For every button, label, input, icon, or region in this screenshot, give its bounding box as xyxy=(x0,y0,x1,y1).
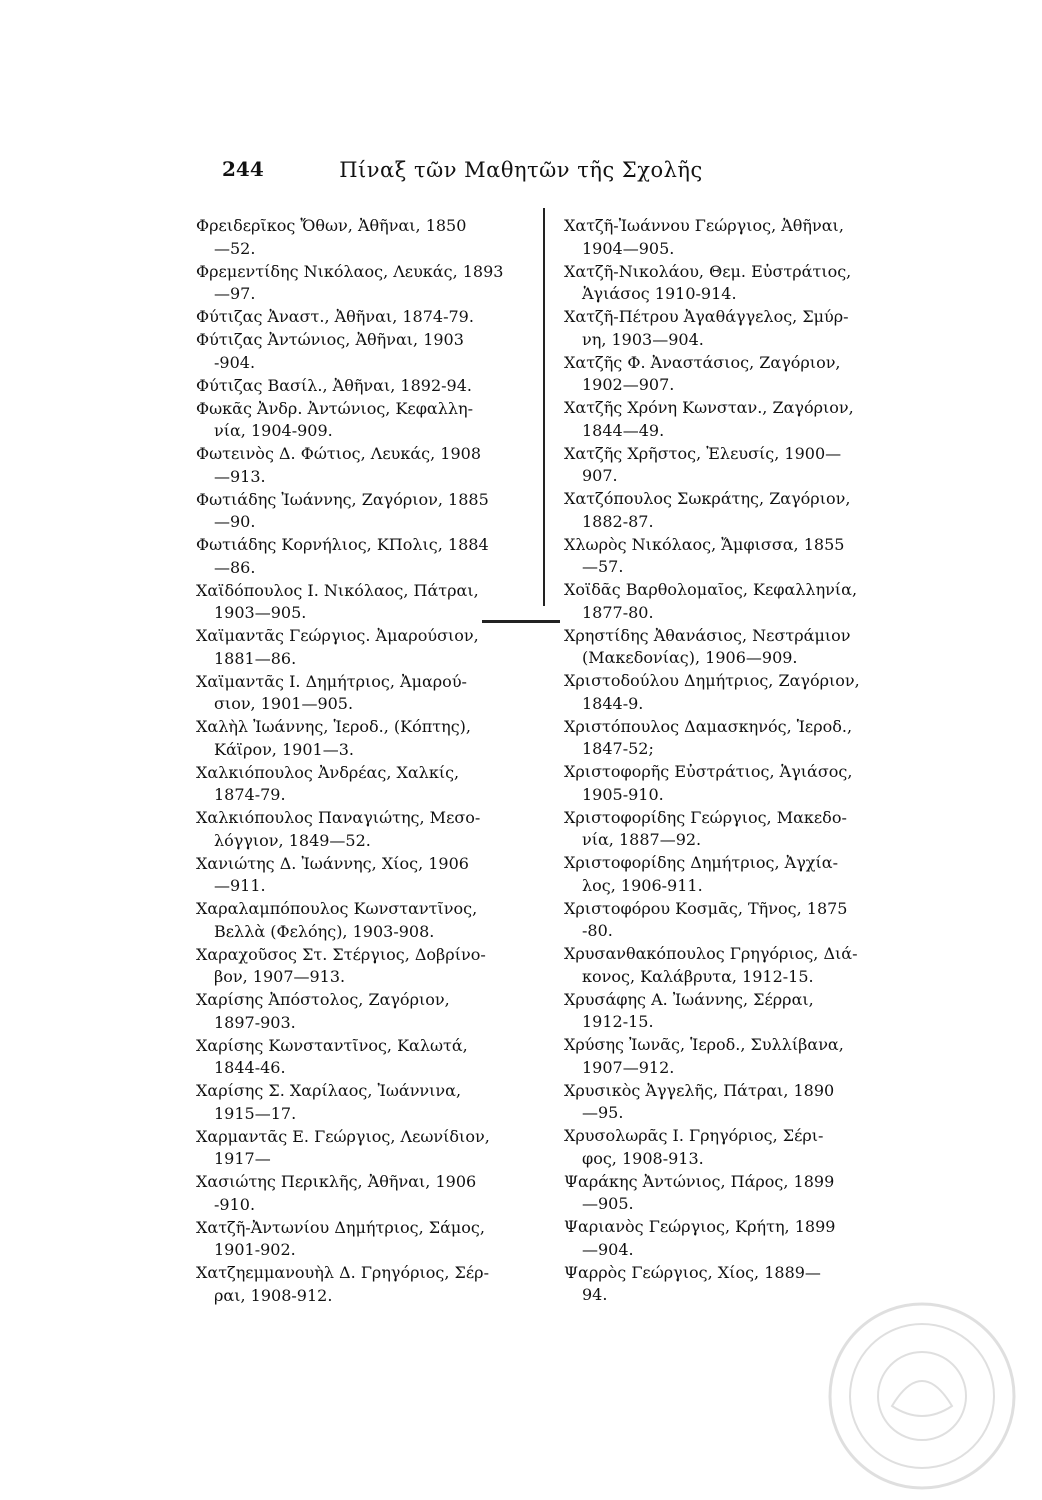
index-entry: Χριστοφορίδης Δημήτριος, Ἀγχία- λος, 1906-911. xyxy=(564,853,838,895)
index-entry: Χατζόπουλος Σωκράτης, Ζαγόριον, 1882-87. xyxy=(564,489,851,531)
index-entry: Χατζῆ-Ἰωάννου Γεώργιος, Ἀθῆναι, 1904—905. xyxy=(564,216,844,258)
running-head: Πίναξ τῶν Μαθητῶν τῆς Σχολῆς xyxy=(339,158,703,182)
index-entry: Χαλκιόπουλος Παναγιώτης, Μεσο- λόγγιον, 1849—52. xyxy=(196,808,481,850)
index-entry: Χαρίσης Ἀπόστολος, Ζαγόριον, 1897-903. xyxy=(196,990,450,1032)
right-column xyxy=(564,215,894,1307)
index-entry: Ψαράκης Ἀντώνιος, Πάρος, 1899 —905. xyxy=(564,1171,835,1213)
index-entry: Φωτεινὸς Δ. Φώτιος, Λευκάς, 1908 —913. xyxy=(196,444,481,486)
index-entry: Χαλκιόπουλος Ἀνδρέας, Χαλκίς, 1874-79. xyxy=(196,762,460,804)
index-entry: Φύτιζας Ἀναστ., Ἀθῆναι, 1874-79. xyxy=(196,307,474,326)
index-entry: Χαραχοῦσος Στ. Στέργιος, Δοβρίνο- βον, 1907—913. xyxy=(196,944,486,986)
column-divider xyxy=(543,208,545,606)
index-entry: Χασιώτης Περικλῆς, Ἀθῆναι, 1906 -910. xyxy=(196,1172,477,1214)
index-entry: Χαϊδόπουλος Ι. Νικόλαος, Πάτραι, 1903—905. xyxy=(196,580,479,622)
index-entry: Χαϊμαντᾶς Γεώργιος. Ἀμαρούσιον, 1881—86. xyxy=(196,626,479,668)
left-column xyxy=(196,215,526,1308)
page-number: 244 xyxy=(222,157,264,181)
index-entry: Χρυσανθακόπουλος Γρηγόριος, Διά- κονος, Καλάβρυτα, 1912-15. xyxy=(564,944,858,986)
index-entry: Φωτιάδης Ἰωάννης, Ζαγόριον, 1885 —90. xyxy=(196,489,489,531)
index-entry: Χαρίσης Σ. Χαρίλαος, Ἰωάννινα, 1915—17. xyxy=(196,1081,462,1123)
index-entry: Φωτιάδης Κορνήλιος, ΚΠολις, 1884 —86. xyxy=(196,535,489,577)
index-entry: Χαραλαμπόπουλος Κωνσταντῖνος, Βελλὰ (Φελόης), 1903-908. xyxy=(196,899,478,941)
index-entry: Χατζηεμμανουὴλ Δ. Γρηγόριος, Σέρ- ραι, 1908-912. xyxy=(196,1263,489,1305)
index-entry: Χρυσικὸς Ἀγγελῆς, Πάτραι, 1890 —95. xyxy=(564,1080,835,1122)
index-entry: Χρυσολωρᾶς Ι. Γρηγόριος, Σέρι- φος, 1908-913. xyxy=(564,1126,824,1168)
index-entry: Φρειδερῖκος Ὄθων, Ἀθῆναι, 1850 —52. xyxy=(196,216,467,258)
index-entry: Χλωρὸς Νικόλαος, Ἄμφισσα, 1855 —57. xyxy=(564,534,845,576)
index-entry: Χριστόπουλος Δαμασκηνός, Ἱεροδ., 1847-52; xyxy=(564,716,853,758)
index-entry: Φρεμεντίδης Νικόλαος, Λευκάς, 1893 —97. xyxy=(196,261,504,303)
university-seal-icon xyxy=(822,1296,1022,1496)
index-entry: Φύτιζας Βασίλ., Ἀθῆναι, 1892-94. xyxy=(196,375,472,395)
index-entry: Χρύσης Ἰωνᾶς, Ἱεροδ., Συλλίβανα, 1907—912. xyxy=(564,1035,844,1077)
index-entry: Ψαριανὸς Γεώργιος, Κρήτη, 1899 —904. xyxy=(564,1217,836,1259)
index-entry: Χανιώτης Δ. Ἰωάννης, Χίος, 1906 —911. xyxy=(196,853,469,895)
index-entry: Χοϊδᾶς Βαρθολομαῖος, Κεφαλληνία, 1877-80. xyxy=(564,580,858,622)
index-entry: Χρυσάφης Α. Ἰωάννης, Σέρραι, 1912-15. xyxy=(564,989,814,1031)
index-entry: Χριστοφορῆς Εὐστράτιος, Ἁγιάσος, 1905-910. xyxy=(564,762,853,804)
index-entry: Χατζῆς Χρῆστος, Ἐλευσίς, 1900— 907. xyxy=(564,443,842,485)
index-entry: Χριστοφορίδης Γεώργιος, Μακεδο- νία, 1887—92. xyxy=(564,807,847,849)
index-entry: Φωκᾶς Ἀνδρ. Ἀντώνιος, Κεφαλλη- νία, 1904-909. xyxy=(196,398,473,440)
end-rule xyxy=(482,620,560,623)
index-entry: Χατζῆ-Ἀντωνίου Δημήτριος, Σάμος, 1901-902. xyxy=(196,1217,485,1259)
index-entry: Χατζῆ-Πέτρου Ἀγαθάγγελος, Σμύρ- νη, 1903—904. xyxy=(564,307,849,349)
index-entry: Χριστοφόρου Κοσμᾶς, Τῆνος, 1875 -80. xyxy=(564,898,848,940)
index-entry: Χριστοδούλου Δημήτριος, Ζαγόριον, 1844-9. xyxy=(564,671,860,713)
index-entry: Χαρμαντᾶς Ε. Γεώργιος, Λεωνίδιον, 1917— xyxy=(196,1126,490,1168)
index-entry: Χατζῆ-Νικολάου, Θεμ. Εὐστράτιος, Ἁγιάσος 1910-914. xyxy=(564,261,852,303)
index-entry: Χαλὴλ Ἰωάννης, Ἱεροδ., (Κόπτης), Κάϊρον, 1901—3. xyxy=(196,717,471,759)
index-entry: Χαϊμαντᾶς Ι. Δημήτριος, Ἀμαρού- σιον, 1901—905. xyxy=(196,671,467,713)
index-entry: Χρηστίδης Ἀθανάσιος, Νεστράμιον (Μακεδονίας), 1906—909. xyxy=(564,625,851,667)
index-entry: Χατζῆς Φ. Ἀναστάσιος, Ζαγόριον, 1902—907. xyxy=(564,352,841,394)
index-entry: Χατζῆς Χρόνη Κωνσταν., Ζαγόριον, 1844—49. xyxy=(564,398,854,440)
index-entry: Χαρίσης Κωνσταντῖνος, Καλωτά, 1844-46. xyxy=(196,1035,468,1077)
index-entry: Ψαρρὸς Γεώργιος, Χίος, 1889— 94. xyxy=(564,1262,821,1304)
index-entry: Φύτιζας Ἀντώνιος, Ἀθῆναι, 1903 -904. xyxy=(196,330,464,372)
